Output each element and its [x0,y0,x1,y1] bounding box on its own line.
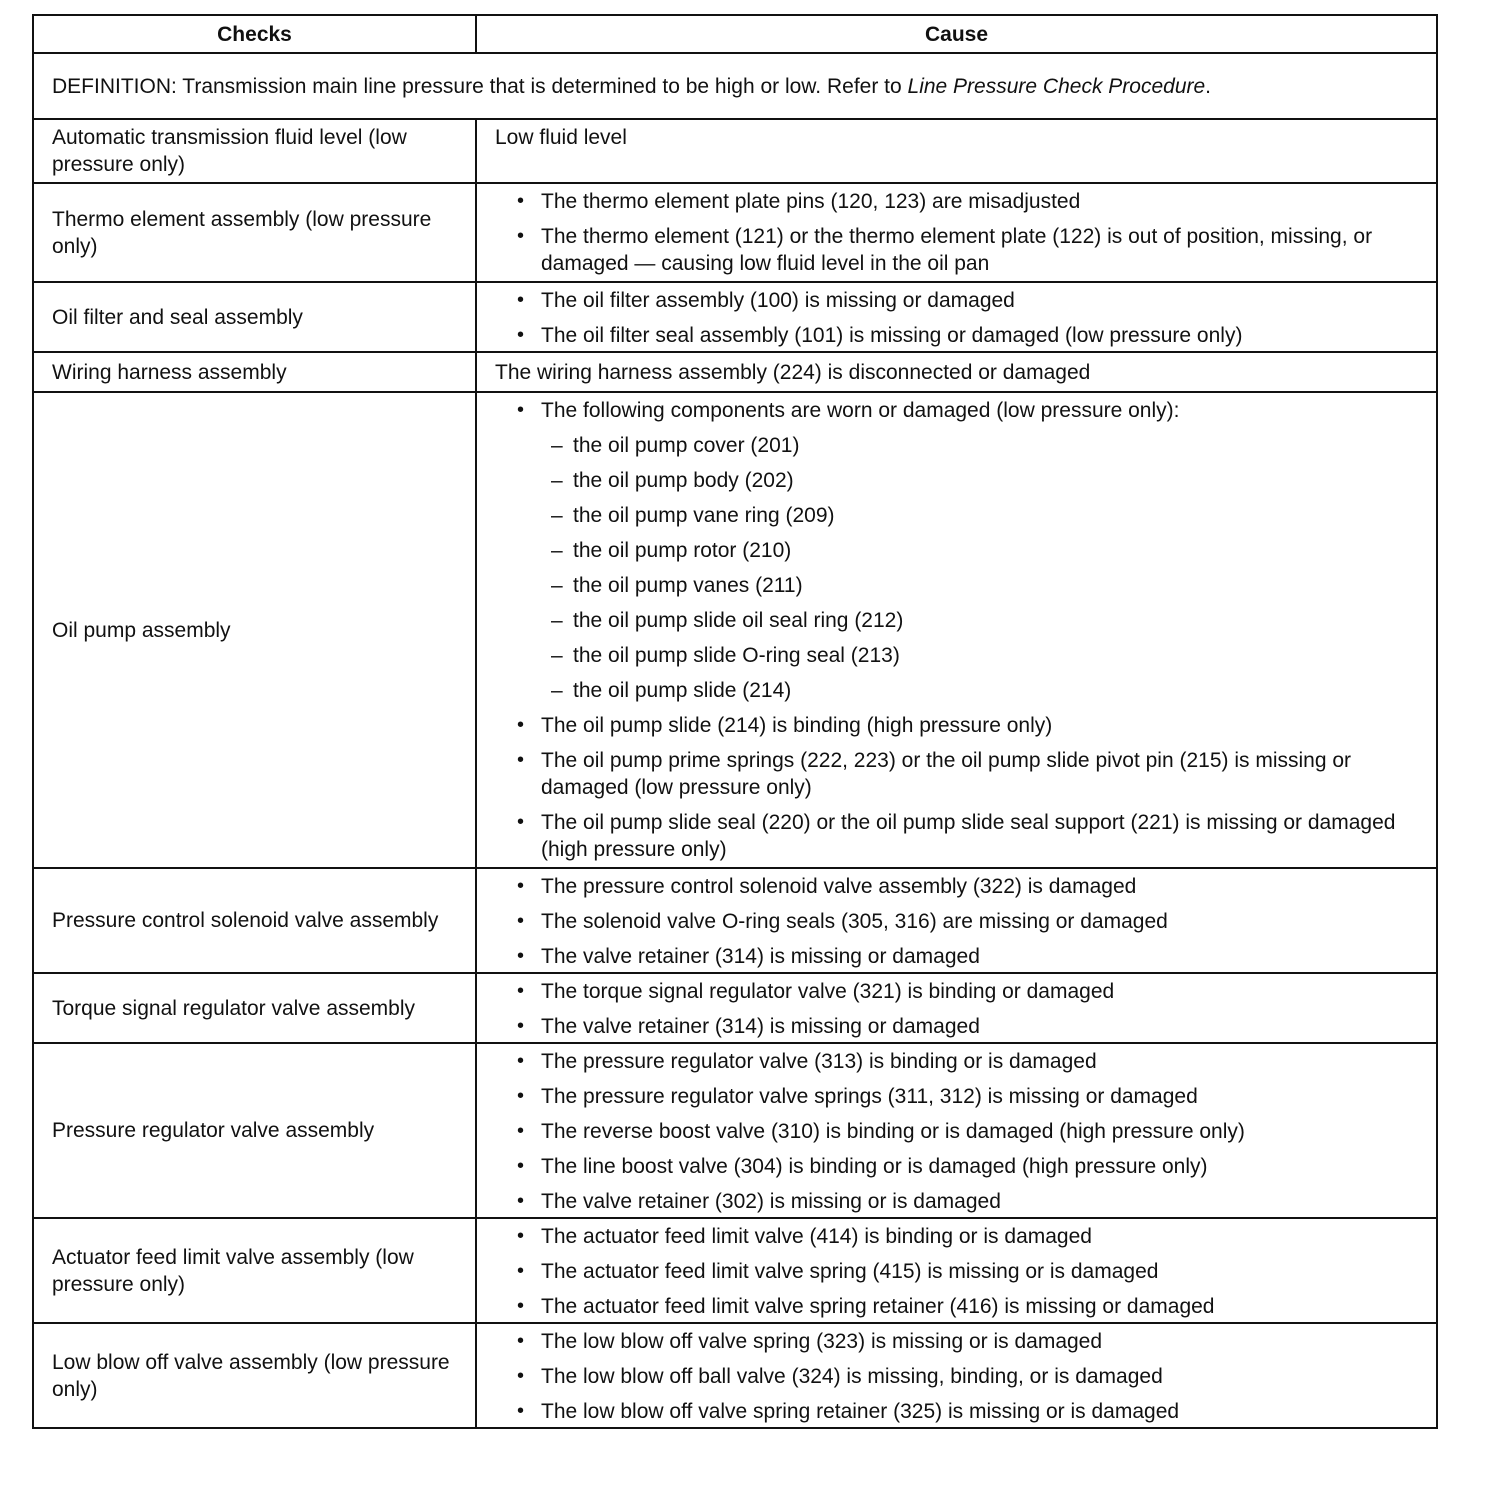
cause-bullet: • The pressure regulator valve springs (311, 312) is missing or damaged [495,1083,1422,1110]
check-cell: Automatic transmission fluid level (low pressure only) [33,119,476,183]
table-row [33,119,1437,183]
table-row [33,392,1437,868]
cause-bullet: • The oil pump slide seal (220) or the oil pump slide seal support (221) is missing or damaged (high pressure only) [495,809,1422,863]
cause-bullet-lead: The following components are worn or damaged (low pressure only): [541,399,1180,422]
cause-header: Cause [476,15,1437,53]
component-item: – the oil pump vanes (211) [541,572,1422,599]
component-item: – the oil pump slide O-ring seal (213) [541,642,1422,669]
check-cell: Pressure regulator valve assembly [33,1043,476,1218]
cause-bullet: • The oil pump slide (214) is binding (high pressure only) [495,712,1422,739]
table-row [33,1323,1437,1428]
cause-cell [476,868,1437,973]
definition-row [33,53,1437,119]
cause-cell [476,183,1437,282]
cause-cell [476,1043,1437,1218]
cause-cell: The wiring harness assembly (224) is disconnected or damaged [476,352,1437,392]
diagnostic-table [32,14,1438,1429]
table-row [33,1218,1437,1323]
check-cell: Low blow off valve assembly (low pressure only) [33,1323,476,1428]
definition-text: DEFINITION: Transmission main line pressure that is determined to be high or low. Refer to [52,74,908,98]
cause-bullet: • The valve retainer (314) is missing or damaged [495,943,1422,970]
cause-bullet: • The pressure control solenoid valve assembly (322) is damaged [495,873,1422,900]
cause-cell [476,1323,1437,1428]
cause-bullet: • The solenoid valve O-ring seals (305, 316) are missing or damaged [495,908,1422,935]
table-row [33,183,1437,282]
cause-bullet: • The reverse boost valve (310) is binding or is damaged (high pressure only) [495,1118,1422,1145]
definition-cell [33,53,1437,119]
cause-bullet: • The valve retainer (302) is missing or is damaged [495,1188,1422,1215]
check-cell: Actuator feed limit valve assembly (low pressure only) [33,1218,476,1323]
cause-bullet: • The valve retainer (314) is missing or damaged [495,1013,1422,1040]
check-cell: Oil filter and seal assembly [33,282,476,352]
component-item: – the oil pump rotor (210) [541,537,1422,564]
cause-bullet: • The line boost valve (304) is binding or is damaged (high pressure only) [495,1153,1422,1180]
component-item: – the oil pump body (202) [541,467,1422,494]
component-item: – the oil pump slide oil seal ring (212) [541,607,1422,634]
cause-bullet: • The oil filter assembly (100) is missing or damaged [495,287,1422,314]
cause-bullet: • The thermo element plate pins (120, 123) are misadjusted [495,188,1422,215]
check-cell: Oil pump assembly [33,392,476,868]
cause-cell [476,282,1437,352]
cause-bullet: • The oil filter seal assembly (101) is missing or damaged (low pressure only) [495,322,1422,349]
table-row [33,282,1437,352]
table-row [33,868,1437,973]
definition-link: Line Pressure Check Procedure [907,74,1206,98]
check-cell: Wiring harness assembly [33,352,476,392]
cause-bullet: • The actuator feed limit valve spring retainer (416) is missing or damaged [495,1293,1422,1320]
cause-bullet: • The torque signal regulator valve (321) is binding or damaged [495,978,1422,1005]
table-row [33,1043,1437,1218]
cause-bullet: • The actuator feed limit valve (414) is binding or is damaged [495,1223,1422,1250]
component-item: – the oil pump slide (214) [541,677,1422,704]
check-cell: Torque signal regulator valve assembly [33,973,476,1043]
cause-cell: Low fluid level [476,119,1437,183]
component-item: – the oil pump cover (201) [541,432,1422,459]
cause-cell [476,1218,1437,1323]
cause-bullet: • The oil pump prime springs (222, 223) or the oil pump slide pivot pin (215) is missing or damaged (low pressure only) [495,747,1422,801]
table-row [33,973,1437,1043]
cause-cell [476,392,1437,868]
table-row [33,352,1437,392]
cause-cell [476,973,1437,1043]
cause-bullet: • The thermo element (121) or the thermo element plate (122) is out of position, missing, or damaged — causing low fluid level in the oil pan [495,223,1422,277]
cause-bullet: • The low blow off valve spring (323) is missing or is damaged [495,1328,1422,1355]
definition-suffix: . [1205,74,1212,98]
cause-bullet: • The actuator feed limit valve spring (415) is missing or is damaged [495,1258,1422,1285]
cause-bullet: • The low blow off valve spring retainer (325) is missing or is damaged [495,1398,1422,1425]
cause-bullet [495,397,1422,704]
component-item: – the oil pump vane ring (209) [541,502,1422,529]
cause-bullet: • The low blow off ball valve (324) is missing, binding, or is damaged [495,1363,1422,1390]
checks-header: Checks [33,15,476,53]
header-row [33,15,1437,53]
check-cell: Pressure control solenoid valve assembly [33,868,476,973]
check-cell: Thermo element assembly (low pressure only) [33,183,476,282]
cause-bullet: • The pressure regulator valve (313) is binding or is damaged [495,1048,1422,1075]
